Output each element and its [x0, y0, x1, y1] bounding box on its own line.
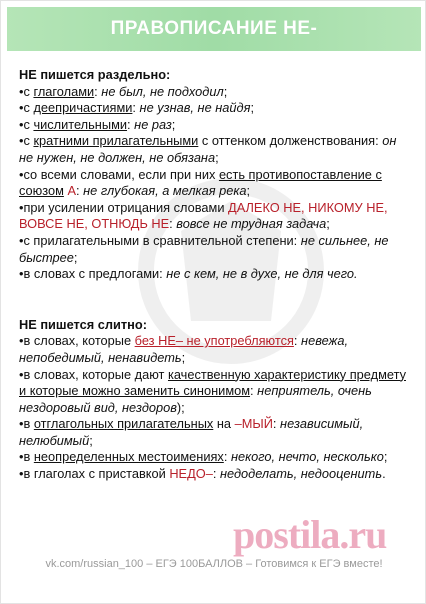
rule-item: •со всеми словами, если при них есть противопоставление с союзом А: не глубокая, а мелкая река; — [19, 166, 382, 199]
rule-item: •в словах, которые без НЕ– не употребляются: невежа, непобедимый, ненавидеть; — [19, 333, 349, 365]
section-spacer — [19, 283, 411, 300]
footer — [11, 558, 417, 570]
page-title: ПРАВОПИСАНИЕ НЕ- — [110, 18, 318, 39]
section-spacer — [19, 300, 411, 317]
rules-content — [19, 67, 411, 483]
postila-watermark: postila.ru — [233, 512, 387, 557]
rule-item: •в отглагольных прилагательных на –МЫЙ: независимый, нелюбимый; — [19, 416, 364, 448]
rule-item: •в неопределенных местоимениях: некого, нечто, несколько; — [19, 449, 388, 465]
rule-item: •с кратними прилагательными с оттенком долженствования: он не нужен, не должен, не обязана; — [19, 133, 397, 165]
section-heading-separate: НЕ пишется раздельно: — [19, 67, 171, 82]
title-banner — [7, 7, 421, 51]
rule-item: •с деепричастиями: не узнав, не найдя; — [19, 100, 255, 116]
rule-item: •с прилагательными в сравнительной степени: не сильнее, не быстрее; — [19, 232, 389, 265]
rule-item: •при усилении отрицания словами ДАЛЕКО НЕ, НИКОМУ НЕ, ВОВСЕ НЕ, ОТНЮДЬ НЕ: вовсе не трудная задача; — [19, 199, 388, 232]
rule-item: •с глаголами: не был, не подходил; — [19, 83, 228, 99]
rule-item: •в глаголах с приставкой НЕДО–: недоделать, недооценить. — [19, 466, 386, 482]
rule-item: •в словах с предлогами: не с кем, не в духе, не для чего. — [19, 266, 358, 282]
footer-text: vk.com/russian_100 – ЕГЭ 100БАЛЛОВ – Готовимся к ЕГЭ вместе! — [45, 558, 383, 570]
section-heading-together: НЕ пишется слитно: — [19, 316, 147, 332]
rule-item: •с числительными: не раз; — [19, 116, 176, 132]
rule-item: •в словах, которые дают качественную характеристику предмету и которые можно заменить синонимом: неприятель, очень нездоровый вид, нездоров); — [19, 366, 406, 415]
